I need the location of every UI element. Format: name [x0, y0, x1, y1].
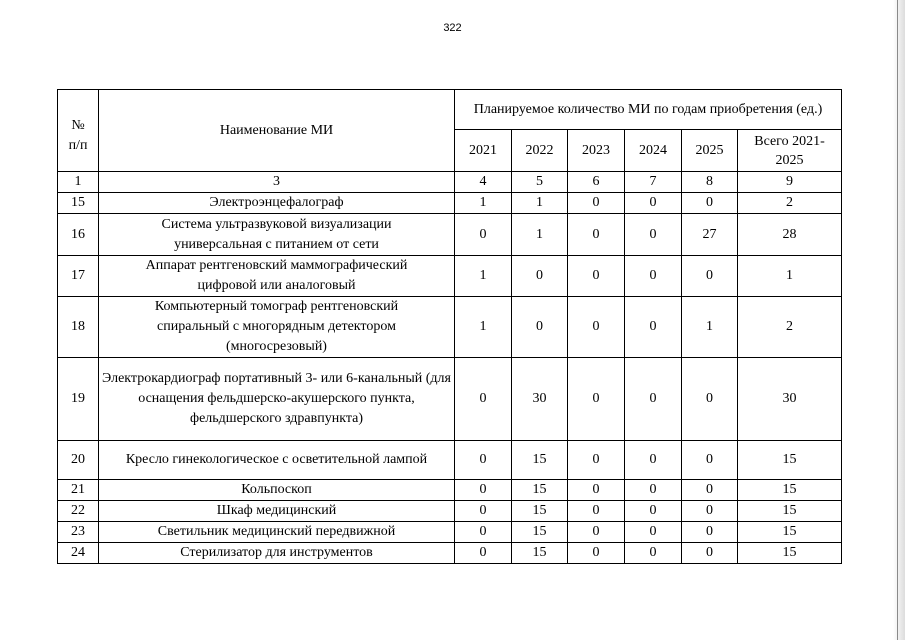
equipment-name: Система ультразвуковой визуализации универсальная с питанием от сети: [99, 214, 455, 256]
qty-2021: 1: [455, 256, 512, 297]
qty-total: 15: [738, 480, 842, 501]
qty-2025: 0: [682, 256, 738, 297]
header-year: 2023: [568, 130, 625, 172]
qty-2024: 0: [625, 501, 682, 522]
qty-2024: 0: [625, 297, 682, 358]
qty-2023: 0: [568, 193, 625, 214]
qty-total: 15: [738, 441, 842, 480]
qty-2024: 0: [625, 193, 682, 214]
row-number: 24: [58, 543, 99, 564]
qty-2025: 0: [682, 543, 738, 564]
row-number: 15: [58, 193, 99, 214]
qty-2024: 0: [625, 256, 682, 297]
qty-2021: 1: [455, 297, 512, 358]
qty-2025: 27: [682, 214, 738, 256]
qty-total: 2: [738, 297, 842, 358]
qty-2023: 0: [568, 501, 625, 522]
equipment-name: Шкаф медицинский: [99, 501, 455, 522]
index-cell: 5: [512, 172, 568, 193]
row-number: 16: [58, 214, 99, 256]
qty-2023: 0: [568, 214, 625, 256]
qty-2025: 0: [682, 358, 738, 441]
scan-page-edge: [893, 0, 905, 640]
qty-total: 1: [738, 256, 842, 297]
qty-2023: 0: [568, 441, 625, 480]
index-cell: 1: [58, 172, 99, 193]
qty-2021: 0: [455, 501, 512, 522]
index-cell: 3: [99, 172, 455, 193]
qty-total: 15: [738, 522, 842, 543]
qty-2023: 0: [568, 256, 625, 297]
index-cell: 6: [568, 172, 625, 193]
qty-2022: 1: [512, 193, 568, 214]
equipment-name: Компьютерный томограф рентгеновский спиральный с многорядным детектором (многосрезовый): [99, 297, 455, 358]
header-year: 2025: [682, 130, 738, 172]
qty-total: 15: [738, 543, 842, 564]
page-number: 322: [443, 22, 462, 34]
qty-2025: 0: [682, 501, 738, 522]
equipment-name: Электрокардиограф портативный 3- или 6-канальный (для оснащения фельдшерско-акушерского пункта, фельдшерского здравпункта): [99, 358, 455, 441]
qty-2025: 0: [682, 480, 738, 501]
qty-2025: 0: [682, 193, 738, 214]
row-number: 19: [58, 358, 99, 441]
qty-2024: 0: [625, 441, 682, 480]
table-row: [58, 501, 842, 522]
table-row: [58, 256, 842, 297]
qty-total: 30: [738, 358, 842, 441]
qty-2025: 0: [682, 441, 738, 480]
qty-2023: 0: [568, 358, 625, 441]
table-row: [58, 522, 842, 543]
qty-2021: 0: [455, 522, 512, 543]
header-total: Всего 2021-2025: [738, 130, 842, 172]
row-number: 20: [58, 441, 99, 480]
qty-2025: 1: [682, 297, 738, 358]
row-number: 23: [58, 522, 99, 543]
index-cell: 8: [682, 172, 738, 193]
qty-2024: 0: [625, 214, 682, 256]
qty-total: 15: [738, 501, 842, 522]
row-number: 21: [58, 480, 99, 501]
qty-2023: 0: [568, 543, 625, 564]
medical-equipment-table: [57, 89, 842, 564]
qty-total: 2: [738, 193, 842, 214]
row-number: 18: [58, 297, 99, 358]
table-row: [58, 193, 842, 214]
qty-2022: 15: [512, 501, 568, 522]
qty-2024: 0: [625, 480, 682, 501]
equipment-name: Кольпоскоп: [99, 480, 455, 501]
qty-2022: 15: [512, 480, 568, 501]
table-row: [58, 214, 842, 256]
qty-2024: 0: [625, 543, 682, 564]
qty-total: 28: [738, 214, 842, 256]
row-number: 22: [58, 501, 99, 522]
index-cell: 9: [738, 172, 842, 193]
equipment-name: Аппарат рентгеновский маммографический цифровой или аналоговый: [99, 256, 455, 297]
header-year: 2024: [625, 130, 682, 172]
qty-2022: 0: [512, 297, 568, 358]
qty-2022: 0: [512, 256, 568, 297]
qty-2023: 0: [568, 522, 625, 543]
equipment-name: Стерилизатор для инструментов: [99, 543, 455, 564]
table-row: [58, 297, 842, 358]
qty-2021: 0: [455, 441, 512, 480]
row-number: 17: [58, 256, 99, 297]
qty-2022: 15: [512, 543, 568, 564]
qty-2024: 0: [625, 358, 682, 441]
header-year: 2021: [455, 130, 512, 172]
header-num: № п/п: [58, 90, 99, 172]
qty-2021: 0: [455, 358, 512, 441]
header-name: Наименование МИ: [99, 90, 455, 172]
qty-2023: 0: [568, 480, 625, 501]
qty-2025: 0: [682, 522, 738, 543]
equipment-name: Электроэнцефалограф: [99, 193, 455, 214]
index-cell: 4: [455, 172, 512, 193]
qty-2021: 1: [455, 193, 512, 214]
header-year: 2022: [512, 130, 568, 172]
qty-2021: 0: [455, 214, 512, 256]
qty-2022: 15: [512, 441, 568, 480]
qty-2022: 30: [512, 358, 568, 441]
header-row-1: [58, 90, 842, 130]
table-row: [58, 358, 842, 441]
index-row: [58, 172, 842, 193]
qty-2022: 15: [512, 522, 568, 543]
qty-2022: 1: [512, 214, 568, 256]
equipment-name: Кресло гинекологическое с осветительной лампой: [99, 441, 455, 480]
table-row: [58, 441, 842, 480]
equipment-name: Светильник медицинский передвижной: [99, 522, 455, 543]
scan-page-edge-line: [897, 0, 898, 640]
qty-2023: 0: [568, 297, 625, 358]
table-row: [58, 543, 842, 564]
header-planned: Планируемое количество МИ по годам приобретения (ед.): [455, 90, 842, 130]
qty-2021: 0: [455, 480, 512, 501]
index-cell: 7: [625, 172, 682, 193]
table-row: [58, 480, 842, 501]
qty-2024: 0: [625, 522, 682, 543]
qty-2021: 0: [455, 543, 512, 564]
